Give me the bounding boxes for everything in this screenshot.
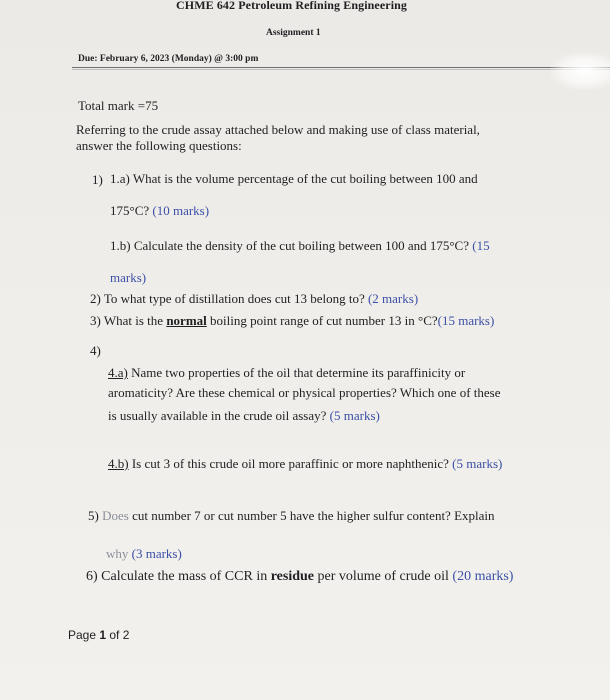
q2-text: To what type of distillation does cut 13 belong to?: [103, 291, 368, 306]
q1b-text: 1.b) Calculate the density of the cut boiling between 100 and 175°C?: [110, 238, 473, 253]
q1b-marks-part-1: (15: [472, 238, 490, 253]
q4a-line-2: aromaticity? Are these chemical or physical properties? Which one of these: [108, 385, 501, 400]
q1b-line-1: [110, 238, 490, 254]
q1a-marks: (10 marks): [152, 203, 210, 218]
q4b-text: Is cut 3 of this crude oil more paraffinic or more naphthenic?: [128, 456, 453, 471]
q1a-text: 175°C?: [110, 203, 153, 218]
assignment-label: Assignment 1: [266, 28, 321, 38]
page-suffix: of 2: [106, 628, 130, 642]
due-date: Due: February 6, 2023 (Monday) @ 3:00 pm: [78, 54, 259, 64]
q5-faded-word-2: why: [106, 546, 129, 561]
page-number: 1: [99, 628, 107, 642]
q4a-line-3: [108, 408, 380, 424]
q6-line: [86, 569, 513, 585]
q2-marks: (2 marks): [367, 291, 419, 306]
q1a-line-1: 1.a) What is the volume percentage of the cut boiling between 100 and: [110, 171, 478, 186]
q3-number: 3): [90, 313, 101, 328]
q4a-text-1: Name two properties of the oil that determine its paraffinicity or: [127, 365, 466, 380]
q1b-marks-part-2: marks): [110, 270, 147, 285]
page-indicator: [68, 628, 129, 642]
q6-marks: (20 marks): [452, 569, 514, 584]
q5-text-1: cut number 7 or cut number 5 have the higher sulfur content? Explain: [128, 508, 495, 523]
q5-faded-word-1: Does: [102, 508, 129, 523]
q5-number: 5): [88, 508, 99, 523]
q4-number: 4): [90, 343, 101, 358]
q5-marks: (3 marks): [128, 546, 182, 561]
q4a-text-3: is usually available in the crude oil assay?: [108, 408, 330, 423]
q3-text-before: What is the: [103, 313, 167, 328]
q6-emphasis: residue: [270, 569, 315, 584]
q1a-line-2: [110, 203, 209, 219]
q6-number: 6): [86, 569, 98, 584]
light-glare: [550, 52, 610, 90]
q3-marks: (15 marks): [437, 313, 495, 328]
q3-emphasis: normal: [166, 313, 207, 328]
intro-line-1: Referring to the crude assay attached below and making use of class material,: [76, 122, 480, 137]
q6-text-after: per volume of crude oil: [314, 569, 453, 584]
q4a-label: 4.a): [108, 365, 128, 380]
q3-text-after: boiling point range of cut number 13 in °C?: [206, 313, 438, 328]
q1-number: 1): [92, 172, 103, 187]
q4b-label: 4.b): [108, 456, 129, 471]
header-divider: [72, 67, 610, 68]
q4b-marks: (5 marks): [452, 456, 503, 471]
q5-line-2: [106, 546, 182, 562]
q4a-marks: (5 marks): [329, 408, 380, 423]
total-mark: Total mark =75: [78, 98, 159, 113]
q3-line: [90, 313, 494, 329]
q2-number: 2): [90, 291, 101, 306]
q5-line-1: [88, 508, 495, 524]
q2-line: [90, 291, 418, 307]
page-prefix: Page: [68, 628, 100, 642]
intro-line-2: answer the following questions:: [76, 138, 242, 153]
course-title: CHME 642 Petroleum Refining Engineering: [176, 0, 407, 12]
q6-text-before: Calculate the mass of CCR in: [101, 569, 271, 584]
q4a-line-1: [108, 365, 465, 381]
q4b-line: [108, 456, 502, 472]
header-divider-shadow: [72, 69, 610, 70]
